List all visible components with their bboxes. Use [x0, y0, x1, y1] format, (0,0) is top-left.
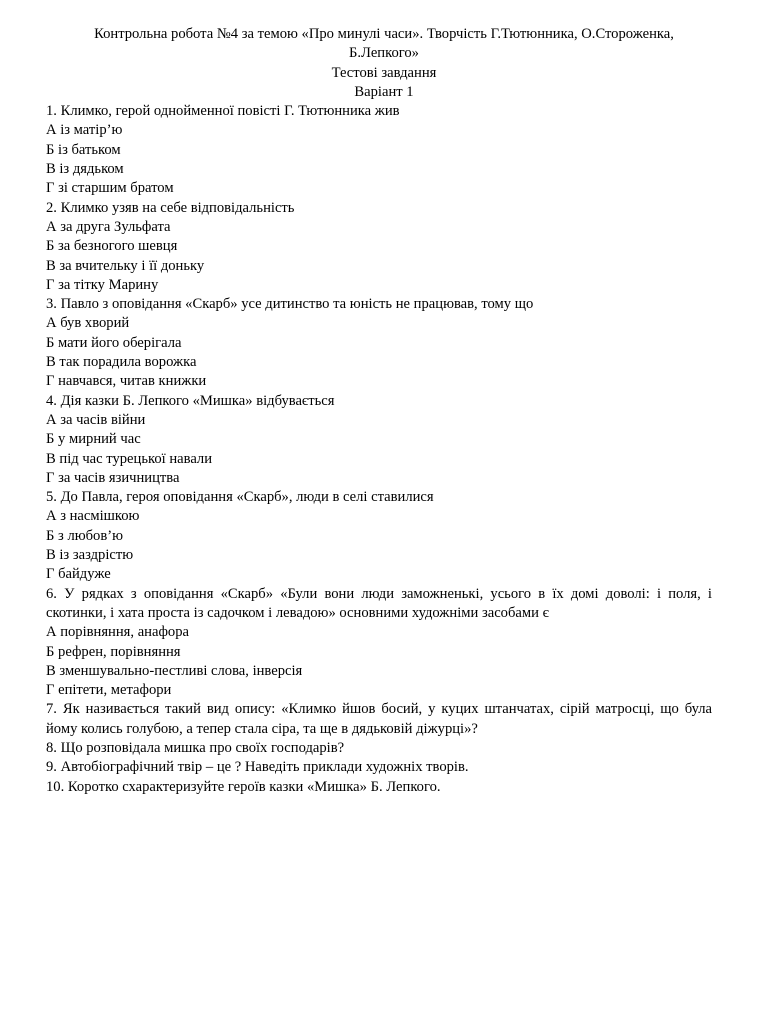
- open-question-9: 9. Автобіографічний твір – це ? Наведіть приклади художніх творів.: [46, 759, 469, 776]
- document-title-line-2: Б.Лепкого»: [349, 45, 419, 62]
- open-question-8: 8. Що розповідала мишка про своїх господарів?: [46, 739, 345, 756]
- answer-option: Б з любов’ю: [46, 527, 124, 544]
- question-block-6: [46, 585, 712, 701]
- answer-option: Б мати його оберігала: [46, 334, 182, 351]
- answer-option: В за вчительку і її доньку: [46, 257, 205, 274]
- question-block-4: [46, 392, 712, 488]
- answer-option: Б за безногого шевця: [46, 238, 178, 255]
- answer-option: А за друга Зульфата: [46, 218, 171, 235]
- open-questions: [46, 700, 712, 796]
- answer-option: Г за тітку Марину: [46, 276, 159, 293]
- answer-option: А з насмішкою: [46, 508, 140, 525]
- question-text: 1. Климко, герой однойменної повісті Г. Тютюнника жив: [46, 103, 400, 120]
- answer-option: Г байдуже: [46, 566, 111, 583]
- question-text: 5. До Павла, героя оповідання «Скарб», люди в селі ставилися: [46, 489, 434, 506]
- document-subtitle: Тестові завдання: [331, 64, 437, 81]
- answer-option: Г навчався, читав книжки: [46, 373, 207, 390]
- answer-option: В із дядьком: [46, 161, 124, 178]
- question-text: 2. Климко узяв на себе відповідальність: [46, 199, 295, 216]
- question-block-2: [46, 199, 712, 295]
- answer-option: А порівняння, анафора: [46, 624, 189, 641]
- open-question-10: 10. Коротко схарактеризуйте героїв казки «Мишка» Б. Лепкого.: [46, 778, 441, 795]
- answer-option: Г зі старшим братом: [46, 180, 174, 197]
- question-block-3: [46, 295, 712, 391]
- question-block-5: [46, 488, 712, 584]
- answer-option: А був хворий: [46, 315, 130, 332]
- answer-option: Б рефрен, порівняння: [46, 643, 181, 660]
- question-text: 3. Павло з оповідання «Скарб» усе дитинство та юність не працював, тому що: [46, 296, 534, 313]
- answer-option: Б у мирний час: [46, 431, 141, 448]
- answer-option: В так порадила ворожка: [46, 354, 197, 371]
- answer-option: А за часів війни: [46, 411, 146, 428]
- answer-option: В під час турецької навали: [46, 450, 213, 467]
- document-header: [46, 25, 712, 102]
- document-title-line-1: Контрольна робота №4 за темою «Про минулі часи». Творчість Г.Тютюнника, О.Стороженка,: [94, 26, 674, 42]
- answer-option: Г за часів язичництва: [46, 469, 180, 486]
- answer-option: А із матір’ю: [46, 122, 123, 139]
- answer-option: В зменшувально-пестливі слова, інверсія: [46, 662, 303, 679]
- question-text: 4. Дія казки Б. Лепкого «Мишка» відбувається: [46, 392, 335, 409]
- answer-option: В із заздрістю: [46, 547, 134, 564]
- open-question-7: 7. Як називається такий вид опису: «Климко йшов босий, у куцих штанчатах, сірій матросці, що була йому колись голубою, а тепер стала сіра, та ще в дядьковій діжурці»?: [46, 701, 712, 737]
- document-variant: Варіант 1: [354, 83, 414, 100]
- question-text: 6. У рядках з оповідання «Скарб» «Були вони люди заможненькі, усього в їх домі доволі: і поля, і скотинки, і хата проста із садочком і левадою» основними художніми засобами є: [46, 585, 712, 621]
- question-block-1: [46, 102, 712, 198]
- answer-option: Г епітети, метафори: [46, 682, 172, 699]
- answer-option: Б із батьком: [46, 141, 121, 158]
